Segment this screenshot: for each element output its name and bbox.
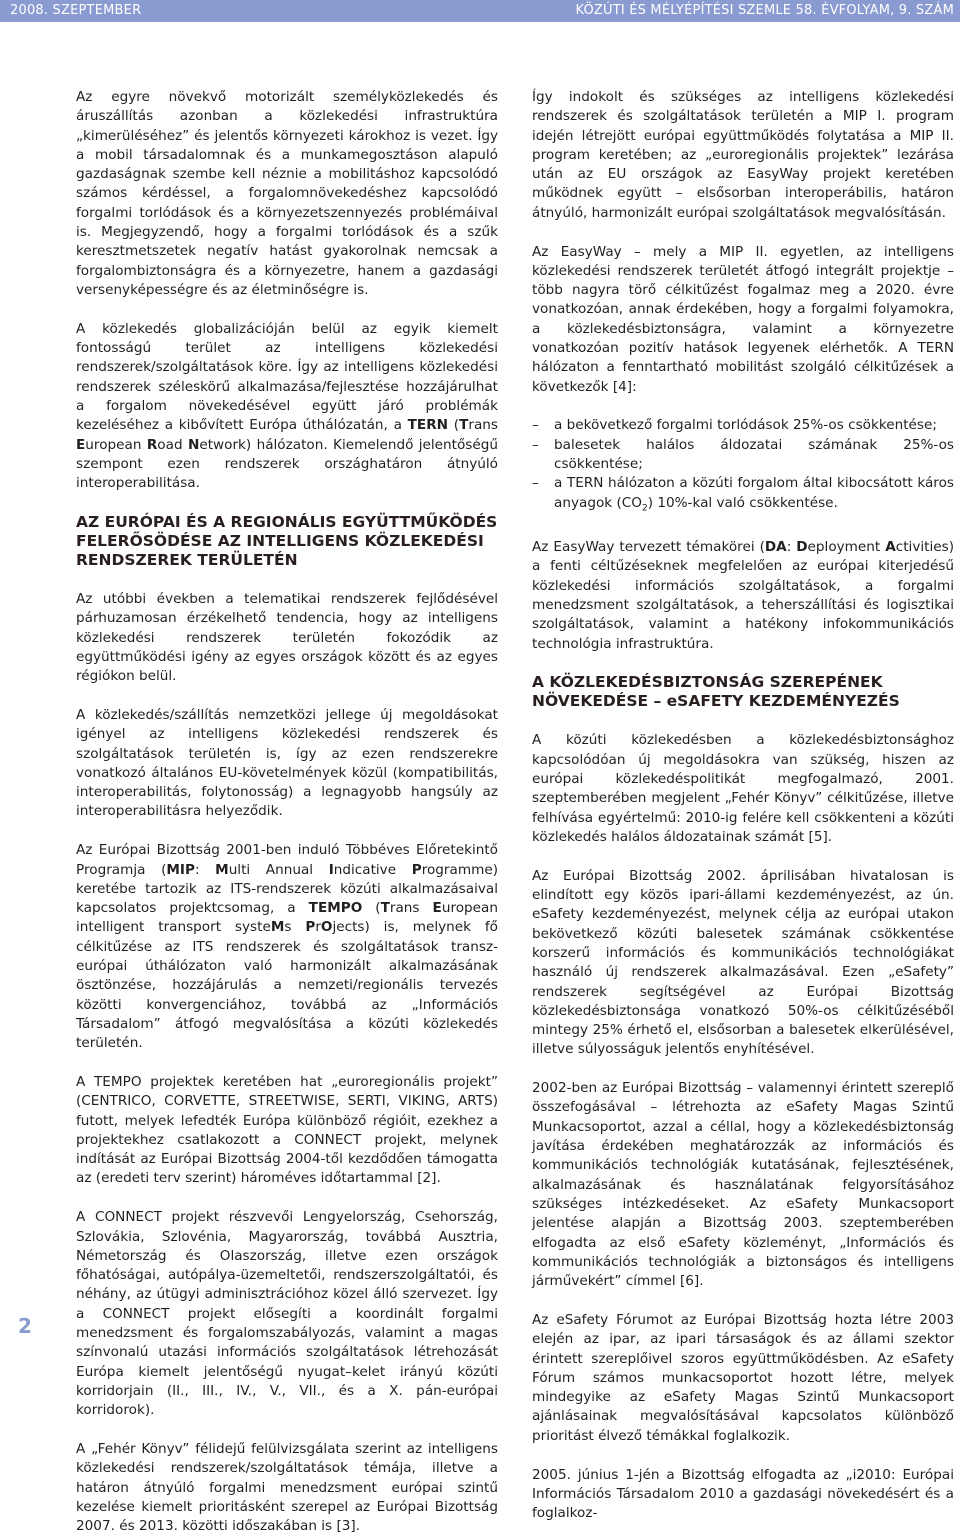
list-item: – a TERN hálózaton a közúti forgalom által kibocsátott káros anyagok $(CO_2)$ 10%-kal való csökkentése. xyxy=(532,474,954,518)
page-header xyxy=(0,0,960,22)
left-column xyxy=(76,88,498,1537)
paragraph: A TEMPO projektek keretében hat „euroregionális projekt” (CENTRICO, CORVETTE, STREETWISE, SERTI, VIKING, ARTS) futott, melyek lefedték Európa különböző régióit, ezekhez a projektekhez csatlakozott a CONNECT projekt, melynek indítását az Európai Bizottság 2004-től kezdődően támogatta az (eredeti terv szerint) hároméves időtartammal [2]. xyxy=(76,1073,498,1187)
section-heading: A KÖZLEKEDÉSBIZTONSÁG SZEREPÉNEK NÖVEKEDÉSE – eSAFETY KEZDEMÉNYEZÉS xyxy=(532,673,900,711)
paragraph: Az Európai Bizottság 2001-ben induló Többéves Előretekintő Programja (MIP: Multi Annual Indicative Programme) keretébe tartozik az ITS-rendszerek közúti alkalmazásaival kapcsolatos projektcsomag, a TEMPO (Trans European intelligent transport systeMs PrOjects) is, melynek fő célkitűzése az ITS rendszerek és szolgáltatások transz-európai úthálózaton való harmonizált alkalmazásának ösztönzése, hozzájárulás a nemzeti/regionális tervezés közötti konvergenciához, továbbá az „Információs Társadalom” átfogó megvalósítása a közúti közlekedés területén. xyxy=(76,842,499,1052)
paragraph: Így indokolt és szükséges az intelligens közlekedési rendszerek és szolgáltatások területén a MIP I. program idején létrejött európai együttműködés folytatása a MIP II. program keretében; az „euroregionális projektek” lezárása után az EU országok az EasyWay projekt keretében működnek együtt – elsősorban interoperábilis, határon átnyúló, harmonizált európai szolgáltatások megvalósításán. xyxy=(532,89,954,221)
page-number: 2 xyxy=(18,1314,32,1338)
paragraph: A közlekedés globalizációján belül az egyik kiemelt fontosságú terület az intelligens közlekedési rendszerek/szolgáltatások köre. Így az intelligens közlekedési rendszerek széleskörű alkalmazása/fejlesztése hozzájárulhat a forgalom növekedésével együtt járó problémák kezeléséhez a kibővített Európa úthálózatán, a TERN (Trans European Road Network) hálózaton. Kiemelendő jelentőségű szempont ezen rendszerek országhatáron átnyúló interoperabilitása. xyxy=(76,320,499,492)
list-item: – a bekövetkező forgalmi torlódások 25%-os csökkentése; xyxy=(532,416,954,435)
paragraph: A közlekedés/szállítás nemzetközi jellege új megoldásokat igényel az intelligens közlekedési rendszerek és szolgáltatások területén is, így az ezen rendszerekre vonatkozó általános EU-követelmények közül (kompatibilitás, interoperabilitás, folytonosság) a legnagyobb hangsúly az interoperabilitásra helyeződik. xyxy=(76,706,498,820)
header-date: 2008. SZEPTEMBER xyxy=(10,3,142,18)
goals-list xyxy=(532,416,954,518)
header-journal: KÖZÚTI ÉS MÉLYÉPÍTÉSI SZEMLE 58. ÉVFOLYAM, 9. SZÁM xyxy=(575,3,954,18)
section-heading: AZ EURÓPAI ÉS A REGIONÁLIS EGYÜTTMŰKÖDÉS FELERŐSÖDÉSE AZ INTELLIGENS KÖZLEKEDÉSI RENDSZEREK TERÜLETÉN xyxy=(76,512,498,569)
right-column xyxy=(532,88,954,1523)
paragraph: Az egyre növekvő motorizált személyközlekedés és áruszállítás azonban a közlekedési infrastruktúra „kimerüléséhez” és jelentős környezeti károkhoz is vezet. Így a mobil társadalomnak és a munkamegosztáson alapuló gazdaságnak szembe kell néznie a mobilitáshoz kapcsolódó számos kérdéssel, a forgalomnövekedéshez kapcsolódó forgalmi torlódások és a környezetszennyezés problémáival is. Megjegyzendő, hogy a forgalmi torlódások és a szűk keresztmetszetek negatív hatást gyakorolnak nemcsak a forgalombiztonságra és a környezetre, hanem a gazdasági versenyképességre és az életminőségre is. xyxy=(76,89,498,298)
paragraph: A CONNECT projekt részvevői Lengyelország, Csehország, Szlovákia, Szlovénia, Magyarország, továbbá Ausztria, Németország és Olaszország, illetve ezen országok főhatóságai, autópálya-üzemeltetői, rendszerszolgáltatói, és néhány, az útügyi adminisztrációhoz közel álló szervezet. Így a CONNECT projekt elősegíti a koordinált forgalmi menedzsment és forgalomszabályozás, valamint a magas színvonalú utazási információs szolgáltatások létrehozását Európa kiemelt jelentőségű nyugat–kelet irányú közúti korridorjain (II., III., IV., V., VII., és a X. pán-európai korridorok). xyxy=(76,1209,498,1419)
paragraph: A „Fehér Könyv” félidejű felülvizsgálata szerint az intelligens közlekedési rendszerek/szolgáltatások témája, illetve a határon átnyúló forgalmi menedzsment európai szintű kezelése kiemelt prioritásként szerepel az Európai Bizottság 2007. és 2013. közötti időszakában is [3]. xyxy=(76,1441,498,1535)
paragraph: A közúti közlekedésben a közlekedésbiztonsághoz kapcsolódóan új megoldásokra van szükség, hiszen az európai közlekedéspolitikát megfogalmazó, 2001. szeptemberében megjelent „Fehér Könyv” célkitűzése, illetve felhívása egyértelmű: 2010-ig felére kell csökkenteni a közúti közlekedés halálos áldozatainak számát [5]. xyxy=(532,732,954,845)
paragraph: Az eSafety Fórumot az Európai Bizottság hozta létre 2003 elején az ipar, az ipari társaságok és az állami szektor érintett szereplőivel szoros együttműködésben. Az eSafety Fórum számos munkacsoportot hozott létre, melyek mindegyike az eSafety Magas Szintű Munkacsoport ajánlásainak megvalósításával kapcsolatos különböző prioritást élvező témákkal foglalkozik. xyxy=(532,1311,954,1444)
paragraph: Az EasyWay – mely a MIP II. egyetlen, az intelligens közlekedési rendszerek területét átfogó integrált projektje – több nagyra törő célkitűzést fogalmaz meg a 2020. évre vonatkozóan, annak érdekében, hogy a forgalmi folyamokra, a közlekedésbiztonságra, valamint a környezetre vonatkozóan pozitív hatások legyenek elérhetők. A TERN hálózaton a fenntartható mobilitást szolgáló célkitűzések a következők [4]: xyxy=(532,243,954,395)
list-item: – balesetek halálos áldozatai számának 25%-os csökkentése; xyxy=(532,436,954,475)
paragraph: 2002-ben az Európai Bizottság – valamennyi érintett szereplő összefogásával – létrehozta az eSafety Magas Szintű Munkacsoportot, azzal a céllal, hogy a közlekedésbiztonság javítása érdekében meghatározzák az információs és kommunikációs technológiák kutatásának, fejlesztésének, alkalmazásának és használatának felgyorsításához szükséges intézkedéseket. Az eSafety Munkacsoport jelentése alapján a Bizottság 2003. szeptemberében elfogadta az első eSafety közleményt, „Információs és kommunikációs technológiák a biztonságos és intelligens járművekért” címmel [6]. xyxy=(532,1080,954,1290)
paragraph: Az Európai Bizottság 2002. áprilisában hivatalosan is elindított egy közös ipari-állami kezdeményezést, az ún. eSafety kezdeményezést, melynek célja az európai utakon bekövetkező közúti balesetek számának csökkentése korszerű információs és kommunikációs technológiákat használó új rendszerek alkalmazásával. Ezen „eSafety” rendszerek segítségével az Európai Bizottság közlekedésbiztonsága vonatkozó 50%-os célkitűzéséből mintegy 25% érhető el, elsősorban a balesetek elkerülésével, illetve súlyosságuk jelentős enyhítésével. xyxy=(532,867,954,1058)
paragraph: Az utóbbi években a telematikai rendszerek fejlődésével párhuzamosan érzékelhető tendencia, hogy az intelligens közlekedési rendszerek területén fokozódik az együttműködési igény az egyes országok között és az egyes régiókon belül. xyxy=(76,590,498,685)
paragraph: Az EasyWay tervezett témakörei (DA: Deployment Activities) a fenti céltűzéseknek megfelelően az európai kiterjedésű közlekedési információs szolgáltatások, a forgalmi menedzsment szolgáltatások, a teherszállítási és logisztikai szolgáltatások, valamint a hatékony infokommunikációs technológia infrastruktúra. xyxy=(532,539,954,652)
paragraph: 2005. június 1-jén a Bizottság elfogadta az „i2010: Európai Információs Társadalom 2010 a gazdasági növekedésért és a foglalkoz- xyxy=(532,1466,954,1522)
